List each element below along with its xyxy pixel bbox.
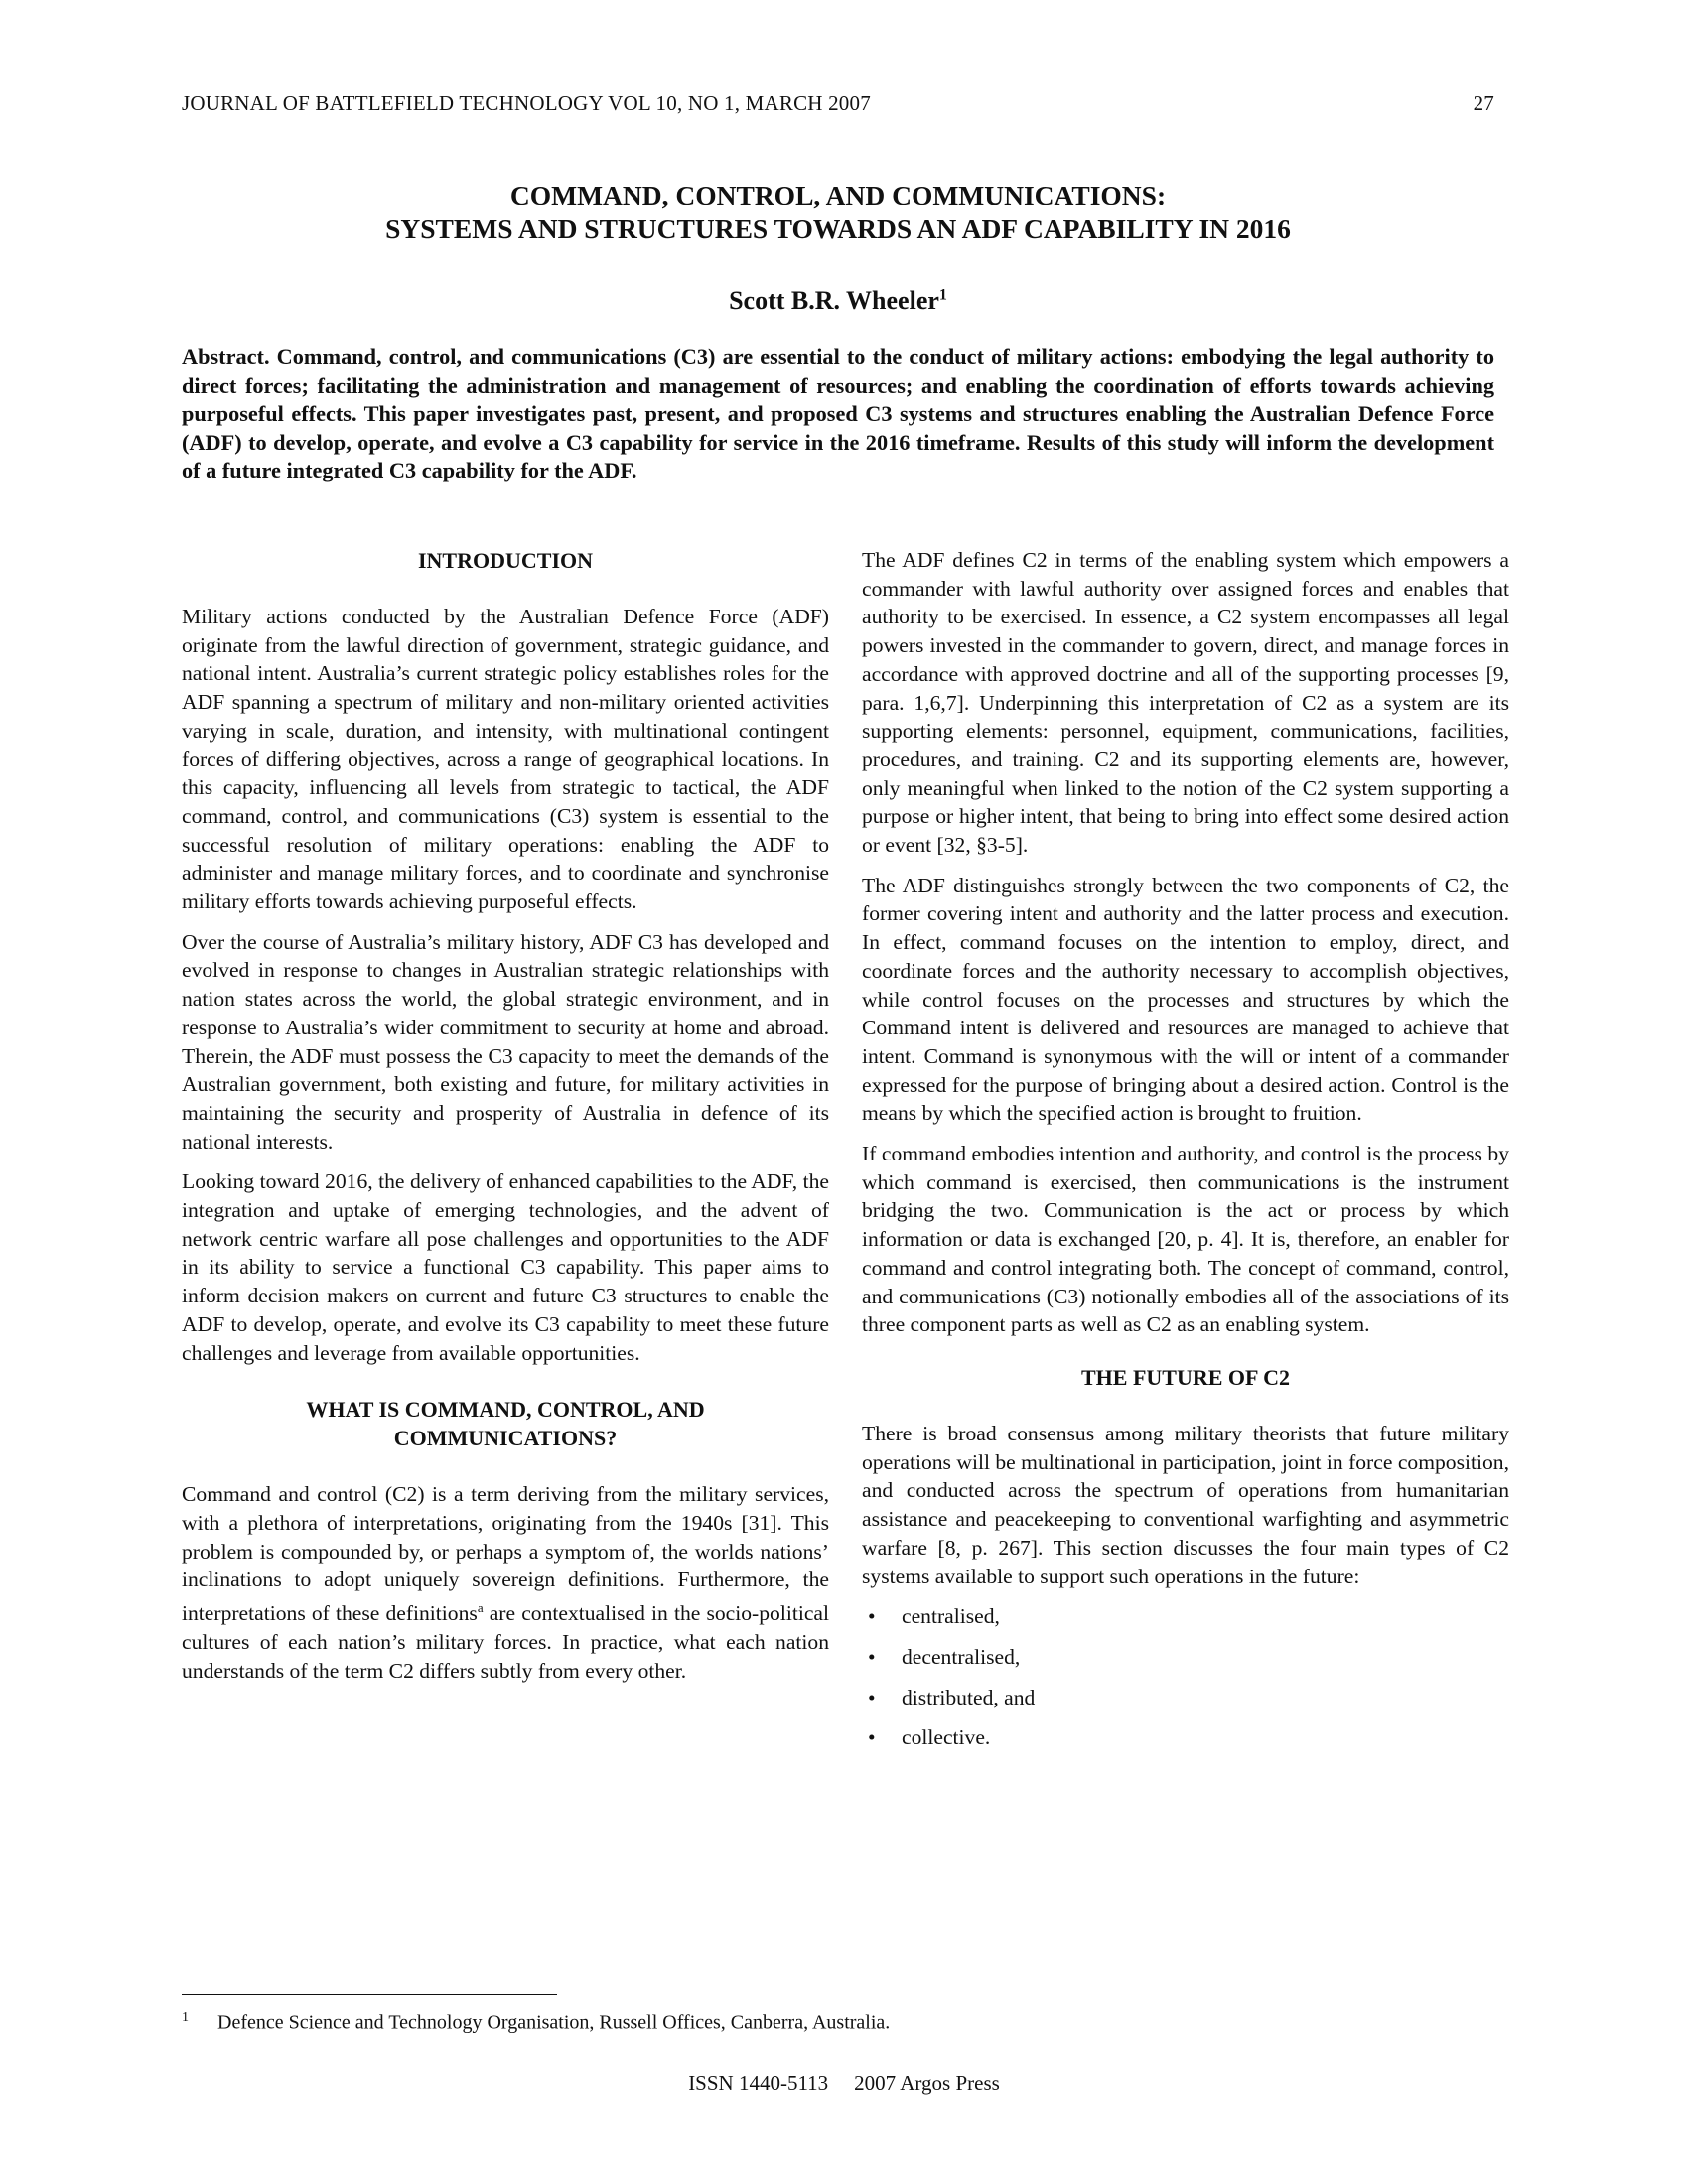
endnote-mark-a: a [477,1600,484,1616]
bullet-icon: • [868,1725,876,1750]
footnote-mark: 1 [182,2010,189,2025]
list-item-text: decentralised, [902,1644,1021,1669]
page-number: 27 [1473,91,1494,115]
author-footnote-mark: 1 [938,286,947,304]
issn: ISSN 1440-5113 [688,2071,829,2095]
abstract: Abstract. Command, control, and communications (C3) are essential to the conduct of military actions: embodying the legal authority to direct forces; facilitating the administration and management of resources; and enabling the coordination of efforts towards achieving purposeful effects. This paper investigates past, present, and proposed C3 systems and structures enabling the Australian Defence Force (ADF) to develop, operate, and evolve a C3 capability for service in the 2016 timeframe. Results of this study will inform the development of a future integrated C3 capability for the ADF. [182,344,1494,482]
introduction-heading: INTRODUCTION [417,548,594,573]
running-header [182,91,1494,116]
what-is-c3-heading-line-1: WHAT IS COMMAND, CONTROL, AND [306,1397,705,1423]
footnote-text: Defence Science and Technology Organisation, Russell Offices, Canberra, Australia. [217,2011,891,2034]
list-item [862,1643,1509,1672]
future-of-c2-paragraph: There is broad consensus among military theorists that future military operations will be multinational in participation, joint in force composition, and conducted across the spectrum of operations from humanitarian assistance and peacekeeping to conventional warfighting and asymmetric warfare [8, p. 267]. This section discusses the four main types of C2 systems available to support such operations in the future: [862,1421,1509,1588]
future-of-c2-heading: THE FUTURE OF C2 [1080,1364,1291,1390]
right-column [862,546,1509,1764]
what-is-c3-paragraph-1 [182,1480,829,1685]
bullet-icon: • [868,1644,876,1669]
footnote [182,2005,890,2036]
title-block [182,179,1494,316]
publisher: 2007 Argos Press [854,2071,1000,2095]
journal-title: JOURNAL OF BATTLEFIELD TECHNOLOGY VOL 10, NO 1, MARCH 2007 [182,91,871,115]
bullet-icon: • [868,1685,876,1709]
author-line [182,286,1494,316]
paper-title-line-1: COMMAND, CONTROL, AND COMMUNICATIONS: [509,180,1167,210]
what-is-c3-heading-line-2: COMMUNICATIONS? [393,1426,618,1451]
what-is-c3-heading [182,1395,829,1452]
intro-paragraph-1: Military actions conducted by the Australian Defence Force (ADF) originate from the lawful direction of government, strategic guidance, and national intent. Australia’s current strategic policy establishes roles for the ADF spanning a spectrum of military and non-military oriented activities varying in scale, duration, and intensity, with multinational contingent forces of differing objectives, across a range of geographical locations. In this capacity, influencing all levels from strategic to tactical, the ADF command, control, and communications (C3) system is essential to the successful resolution of military operations: enabling the ADF to administer and manage military forces, and to coordinate and synchronise military efforts towards achieving purposeful effects. [182,605,829,914]
what-is-c3-text-a: Command and control (C2) is a term deriving from the military services, with a plethora of interpretations, originating from the 1940s [31]. This problem is compounded by, or perhaps a symptom of, the worlds nations’ inclinations to adopt uniquely sovereign definitions. Furthermore, the interpretations of these definitions [182,1482,829,1626]
list-item-text: centralised, [902,1604,1000,1629]
c2-definition-paragraph: The ADF defines C2 in terms of the enabling system which empowers a commander with lawful authority over assigned forces and enables that authority to be exercised. In essence, a C2 system encompasses all legal powers invested in the commander to govern, direct, and manage forces in accordance with approved doctrine and all of the supporting processes [9, para. 1,6,7]. Underpinning this interpretation of C2 as a system are its supporting elements: personnel, equipment, communications, facilities, procedures, and training. C2 and its supporting elements are, however, only meaningful when linked to the notion of the C2 system supporting a purpose or higher intent, that being to bring into effect some desired action or event [32, §3-5]. [862,548,1509,858]
bullet-icon: • [868,1604,876,1629]
list-item [862,1602,1509,1631]
left-column [182,546,829,1697]
page-footer [0,2071,1688,2096]
list-item-text: collective. [902,1725,991,1750]
list-item-text: distributed, and [902,1685,1036,1709]
intro-paragraph-2: Over the course of Australia’s military history, ADF C3 has developed and evolved in response to changes in Australian strategic relationships with nation states across the world, the global strategic environment, and in response to Australia’s wider commitment to security at home and abroad. Therein, the ADF must possess the C3 capacity to meet the demands of the Australian government, both existing and future, for military activities in maintaining the security and prosperity of Australia in defence of its national interests. [182,929,829,1154]
list-item [862,1723,1509,1752]
list-item [862,1684,1509,1712]
what-is-c3-text-b: are contextualised in the socio-political cultures of each nation’s military forces. In practice, what each nation understands of the term C2 differs subtly from every other. [182,1601,829,1683]
intro-paragraph-3: Looking toward 2016, the delivery of enhanced capabilities to the ADF, the integration and uptake of emerging technologies, and the advent of network centric warfare all pose challenges and opportunities to the ADF in its ability to service a functional C3 capability. This paper aims to inform decision makers on current and future C3 structures to enable the ADF to develop, operate, and evolve its C3 capability to meet these future challenges and leverage from available opportunities. [182,1169,829,1365]
footnote-divider [182,1994,557,1995]
author-name: Scott B.R. Wheeler [729,286,939,315]
c2-types-list [862,1602,1509,1752]
command-control-paragraph: The ADF distinguishes strongly between the two components of C2, the former covering intent and authority and the latter process and execution. In effect, command focuses on the intention to employ, direct, and coordinate forces and the authority necessary to accomplish objectives, while control focuses on the processes and structures by which the Command intent is delivered and resources are managed to achieve that intent. Command is synonymous with the will or intent of a commander expressed for the purpose of bringing about a desired action. Control is the means by which the specified action is brought to fruition. [862,873,1509,1126]
communications-paragraph: If command embodies intention and authority, and control is the process by which command is exercised, then communications is the instrument bridging the two. Communication is the act or process by which information or data is exchanged [20, p. 4]. It is, therefore, an enabler for command and control integrating both. The concept of command, control, and communications (C3) notionally embodies all of the associations of its three component parts as well as C2 as an enabling system. [862,1142,1509,1337]
paper-title-line-2: SYSTEMS AND STRUCTURES TOWARDS AN ADF CAPABILITY IN 2016 [385,213,1291,244]
